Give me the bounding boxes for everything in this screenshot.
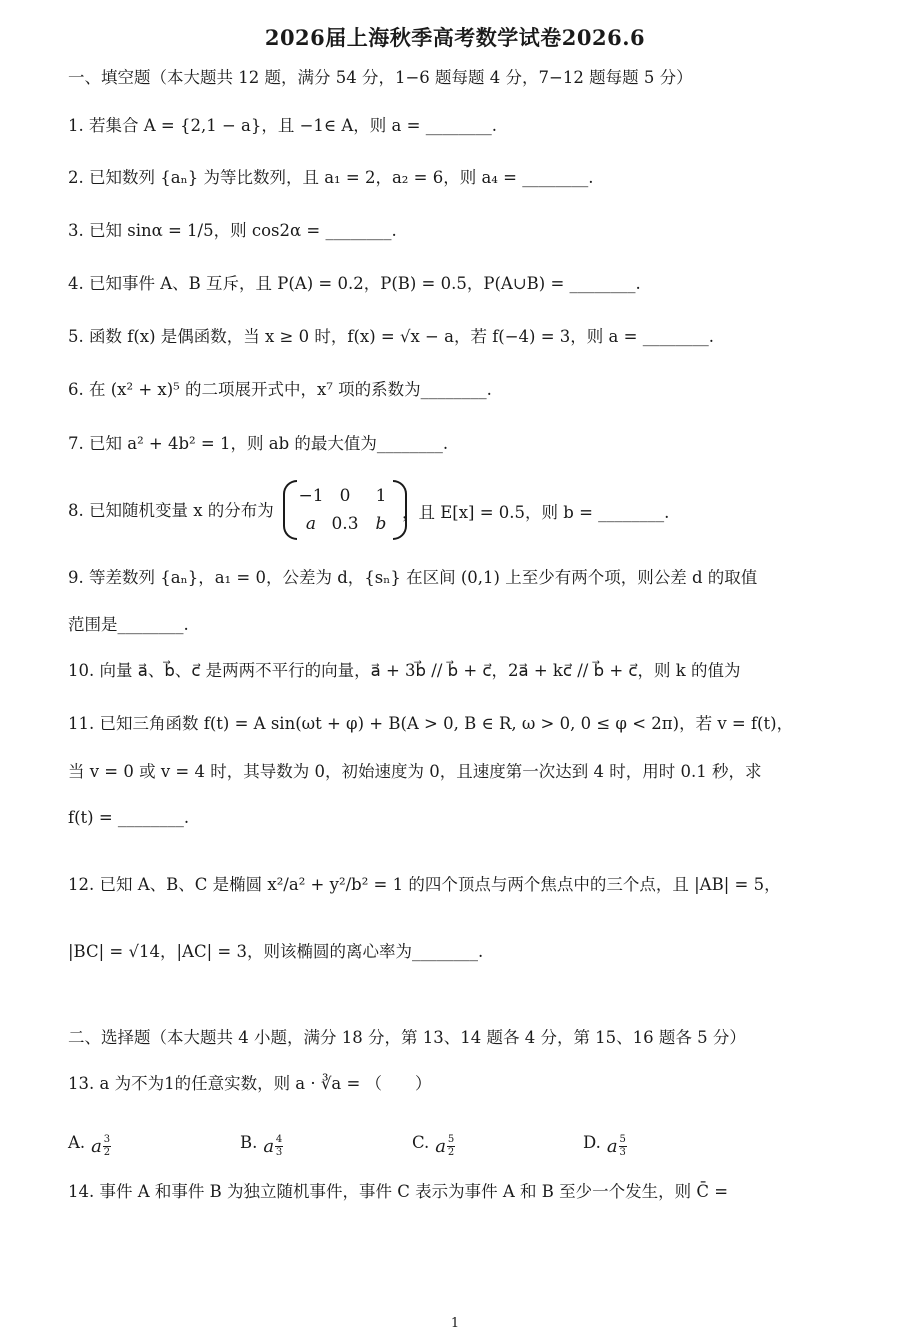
question-8-suffix: ，且 E[x] = 0.5，则 b = ________. <box>402 503 670 522</box>
question-5: 5. 函数 f(x) 是偶函数，当 x ≥ 0 时，f(x) = √x − a，若 f(−4) = 3，则 a = ________. <box>68 327 714 346</box>
option-base: a <box>91 1136 102 1157</box>
option-b[interactable] <box>240 1128 283 1162</box>
matrix-cell: 0.3 <box>331 514 359 534</box>
question-11-line-2: 当 v = 0 或 v = 4 时，其导数为 0，初始速度为 0，且速度第一次达到 4 时，用时 0.1 秒，求 <box>68 762 762 781</box>
option-label: D. <box>583 1133 601 1152</box>
question-10: 10. 向量 a⃗、b⃗、c⃗ 是两两不平行的向量，a⃗ + 3b⃗ // b⃗ + c⃗，2a⃗ + kc⃗ // b⃗ + c⃗，则 k 的值为 <box>68 661 741 680</box>
option-label: C. <box>412 1133 430 1152</box>
option-exponent: $\frac{5}{3}$ <box>619 1134 626 1158</box>
question-7: 7. 已知 a² + 4b² = 1，则 ab 的最大值为________. <box>68 434 449 453</box>
matrix-cell: −1 <box>298 486 324 506</box>
matrix-cell: 1 <box>375 486 387 506</box>
option-exponent: $\frac{3}{2}$ <box>103 1134 111 1158</box>
matrix-cell: a <box>305 514 317 534</box>
option-base: a <box>606 1136 618 1157</box>
question-6: 6. 在 (x² + x)⁵ 的二项展开式中，x⁷ 项的系数为________. <box>68 380 492 399</box>
question-9-line-2: 范围是________. <box>68 615 189 634</box>
question-13-stem: 13. a 为不为1的任意实数，则 a · ∛a = （ ） <box>68 1074 432 1093</box>
question-12-line-1: 12. 已知 A、B、C 是椭圆 x²/a² + y²/b² = 1 的四个顶点与两个焦点中的三个点，且 |AB| = 5， <box>68 875 781 894</box>
option-exponent: $\frac{4}{3}$ <box>275 1134 283 1158</box>
question-1: 1. 若集合 A = {2,1 − a}，且 −1∈ A，则 a = ________. <box>68 116 497 135</box>
option-exponent: $\frac{5}{2}$ <box>447 1134 455 1158</box>
question-3: 3. 已知 sinα = 1/5，则 cos2α = ________. <box>68 221 397 240</box>
option-base: a <box>263 1136 275 1157</box>
matrix-cell: b <box>375 514 387 534</box>
matrix-cell: 0 <box>339 486 351 506</box>
question-13-options <box>0 1128 910 1162</box>
question-11-line-3: f(t) = ________. <box>68 808 190 827</box>
question-2: 2. 已知数列 {aₙ} 为等比数列，且 a₁ = 2，a₂ = 6，则 a₄ = ________. <box>68 168 594 187</box>
question-11-line-1: 11. 已知三角函数 f(t) = A sin(ωt + φ) + B(A > 0, B ∈ R, ω > 0, 0 ≤ φ < 2π)，若 v = f(t)， <box>68 714 794 733</box>
option-d[interactable] <box>583 1128 627 1162</box>
question-4: 4. 已知事件 A、B 互斥，且 P(A) = 0.2，P(B) = 0.5，P(A∪B) = ________. <box>68 274 641 293</box>
section-2-heading: 二、选择题（本大题共 4 小题，满分 18 分，第 13、14 题各 4 分，第 15、16 题各 5 分） <box>68 1028 746 1047</box>
page-number: 1 <box>450 1316 460 1331</box>
section-1-heading: 一、填空题（本大题共 12 题，满分 54 分，1−6 题每题 4 分，7−12 题每题 5 分） <box>68 68 693 87</box>
distribution-matrix <box>283 480 407 540</box>
question-8-prefix: 8. 已知随机变量 x 的分布为 <box>68 501 274 520</box>
option-a[interactable] <box>68 1128 111 1162</box>
option-base: a <box>435 1136 447 1157</box>
option-label: B. <box>240 1133 258 1152</box>
question-9-line-1: 9. 等差数列 {aₙ}，a₁ = 0，公差为 d，{sₙ} 在区间 (0,1) 上至少有两个项，则公差 d 的取值 <box>68 568 758 587</box>
option-c[interactable] <box>412 1128 455 1162</box>
question-12-line-2: |BC| = √14，|AC| = 3，则该椭圆的离心率为________. <box>68 942 484 961</box>
question-14: 14. 事件 A 和事件 B 为独立随机事件，事件 C 表示为事件 A 和 B 至少一个发生，则 C̄ = <box>68 1182 729 1201</box>
option-label: A. <box>68 1133 86 1152</box>
page-title: 2026届上海秋季高考数学试卷2026.6 <box>264 25 646 50</box>
